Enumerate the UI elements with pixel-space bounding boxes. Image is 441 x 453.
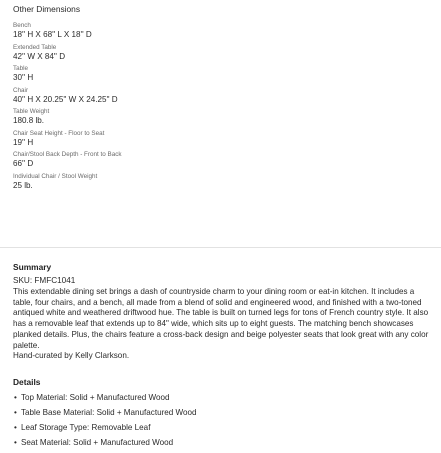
dimension-value: 25 lb. [13,180,33,190]
sku-text: SKU: FMFC1041 [13,276,76,285]
bullet-icon: • [14,408,17,417]
dimension-value: 40'' H X 20.25'' W X 24.25'' D [13,94,118,104]
dimension-value: 66'' D [13,159,34,168]
dimension-row-table-weight [13,107,433,129]
dimension-row-chair [13,86,433,108]
dimension-label: Bench [13,22,31,29]
details-item-text: Table Base Material: Solid + Manufactured Wood [21,408,197,417]
bullet-icon: • [14,438,17,447]
other-dimensions-heading: Other Dimensions [13,4,81,14]
dimension-row-chair-weight [13,172,433,194]
dimension-row-bench [13,21,433,43]
details-item-text: Seat Material: Solid + Manufactured Wood [21,438,174,447]
dimension-row-extended-table [13,43,433,65]
details-item-text: Top Material: Solid + Manufactured Wood [21,393,170,402]
details-list [13,393,433,453]
dimension-label: Chair Seat Height - Floor to Seat [13,129,105,137]
dimension-label: Table Weight [13,108,50,115]
dimension-value: 42'' W X 84'' D [13,51,66,61]
details-heading: Details [13,377,41,387]
section-divider [0,247,441,248]
other-dimensions-section [13,0,433,193]
details-item-top-material [13,393,433,408]
bullet-icon: • [14,393,17,402]
dimension-value: 19'' H [13,137,34,147]
dimension-label: Chair/Stool Back Depth - Front to Back [13,151,122,158]
dimension-label: Individual Chair / Stool Weight [13,172,98,180]
dimension-label: Chair [13,86,29,94]
details-item-seat-material [13,438,433,453]
bullet-icon: • [14,423,17,432]
curated-by-text: Hand-curated by Kelly Clarkson. [13,351,130,361]
dimension-value: 180.8 lb. [13,116,45,125]
dimension-value: 18'' H X 68'' L X 18'' D [13,30,92,39]
dimension-label: Extended Table [13,43,57,51]
dimension-row-back-depth [13,150,433,172]
dimension-value: 30'' H [13,73,34,82]
dimensions-list [13,21,433,193]
details-item-leaf-storage-type [13,423,433,438]
summary-section [13,262,433,362]
product-description: This extendable dining set brings a dash of countryside charm to your dining room or eat-in kitchen. It includes a table, four chairs, and a bench, all made from a blend of solid and engineered wood, and finished with a two-toned antiqued white and weathered driftwood hue. The table is built on turned legs for tons of French country style. It also has a removable leaf that extends up to 84" wide, which sits up to eight guests. The matching bench showcases planked details. Plus, the chairs feature a cross-back design and beige polyester seats that look great with any color palette. [13,287,429,350]
dimension-row-table [13,64,433,86]
dimension-row-chair-seat-height [13,129,433,151]
details-section [13,377,433,453]
dimension-label: Table [13,65,29,72]
details-item-table-base-material [13,408,433,423]
summary-heading: Summary [13,262,52,272]
details-item-text: Leaf Storage Type: Removable Leaf [21,423,151,432]
